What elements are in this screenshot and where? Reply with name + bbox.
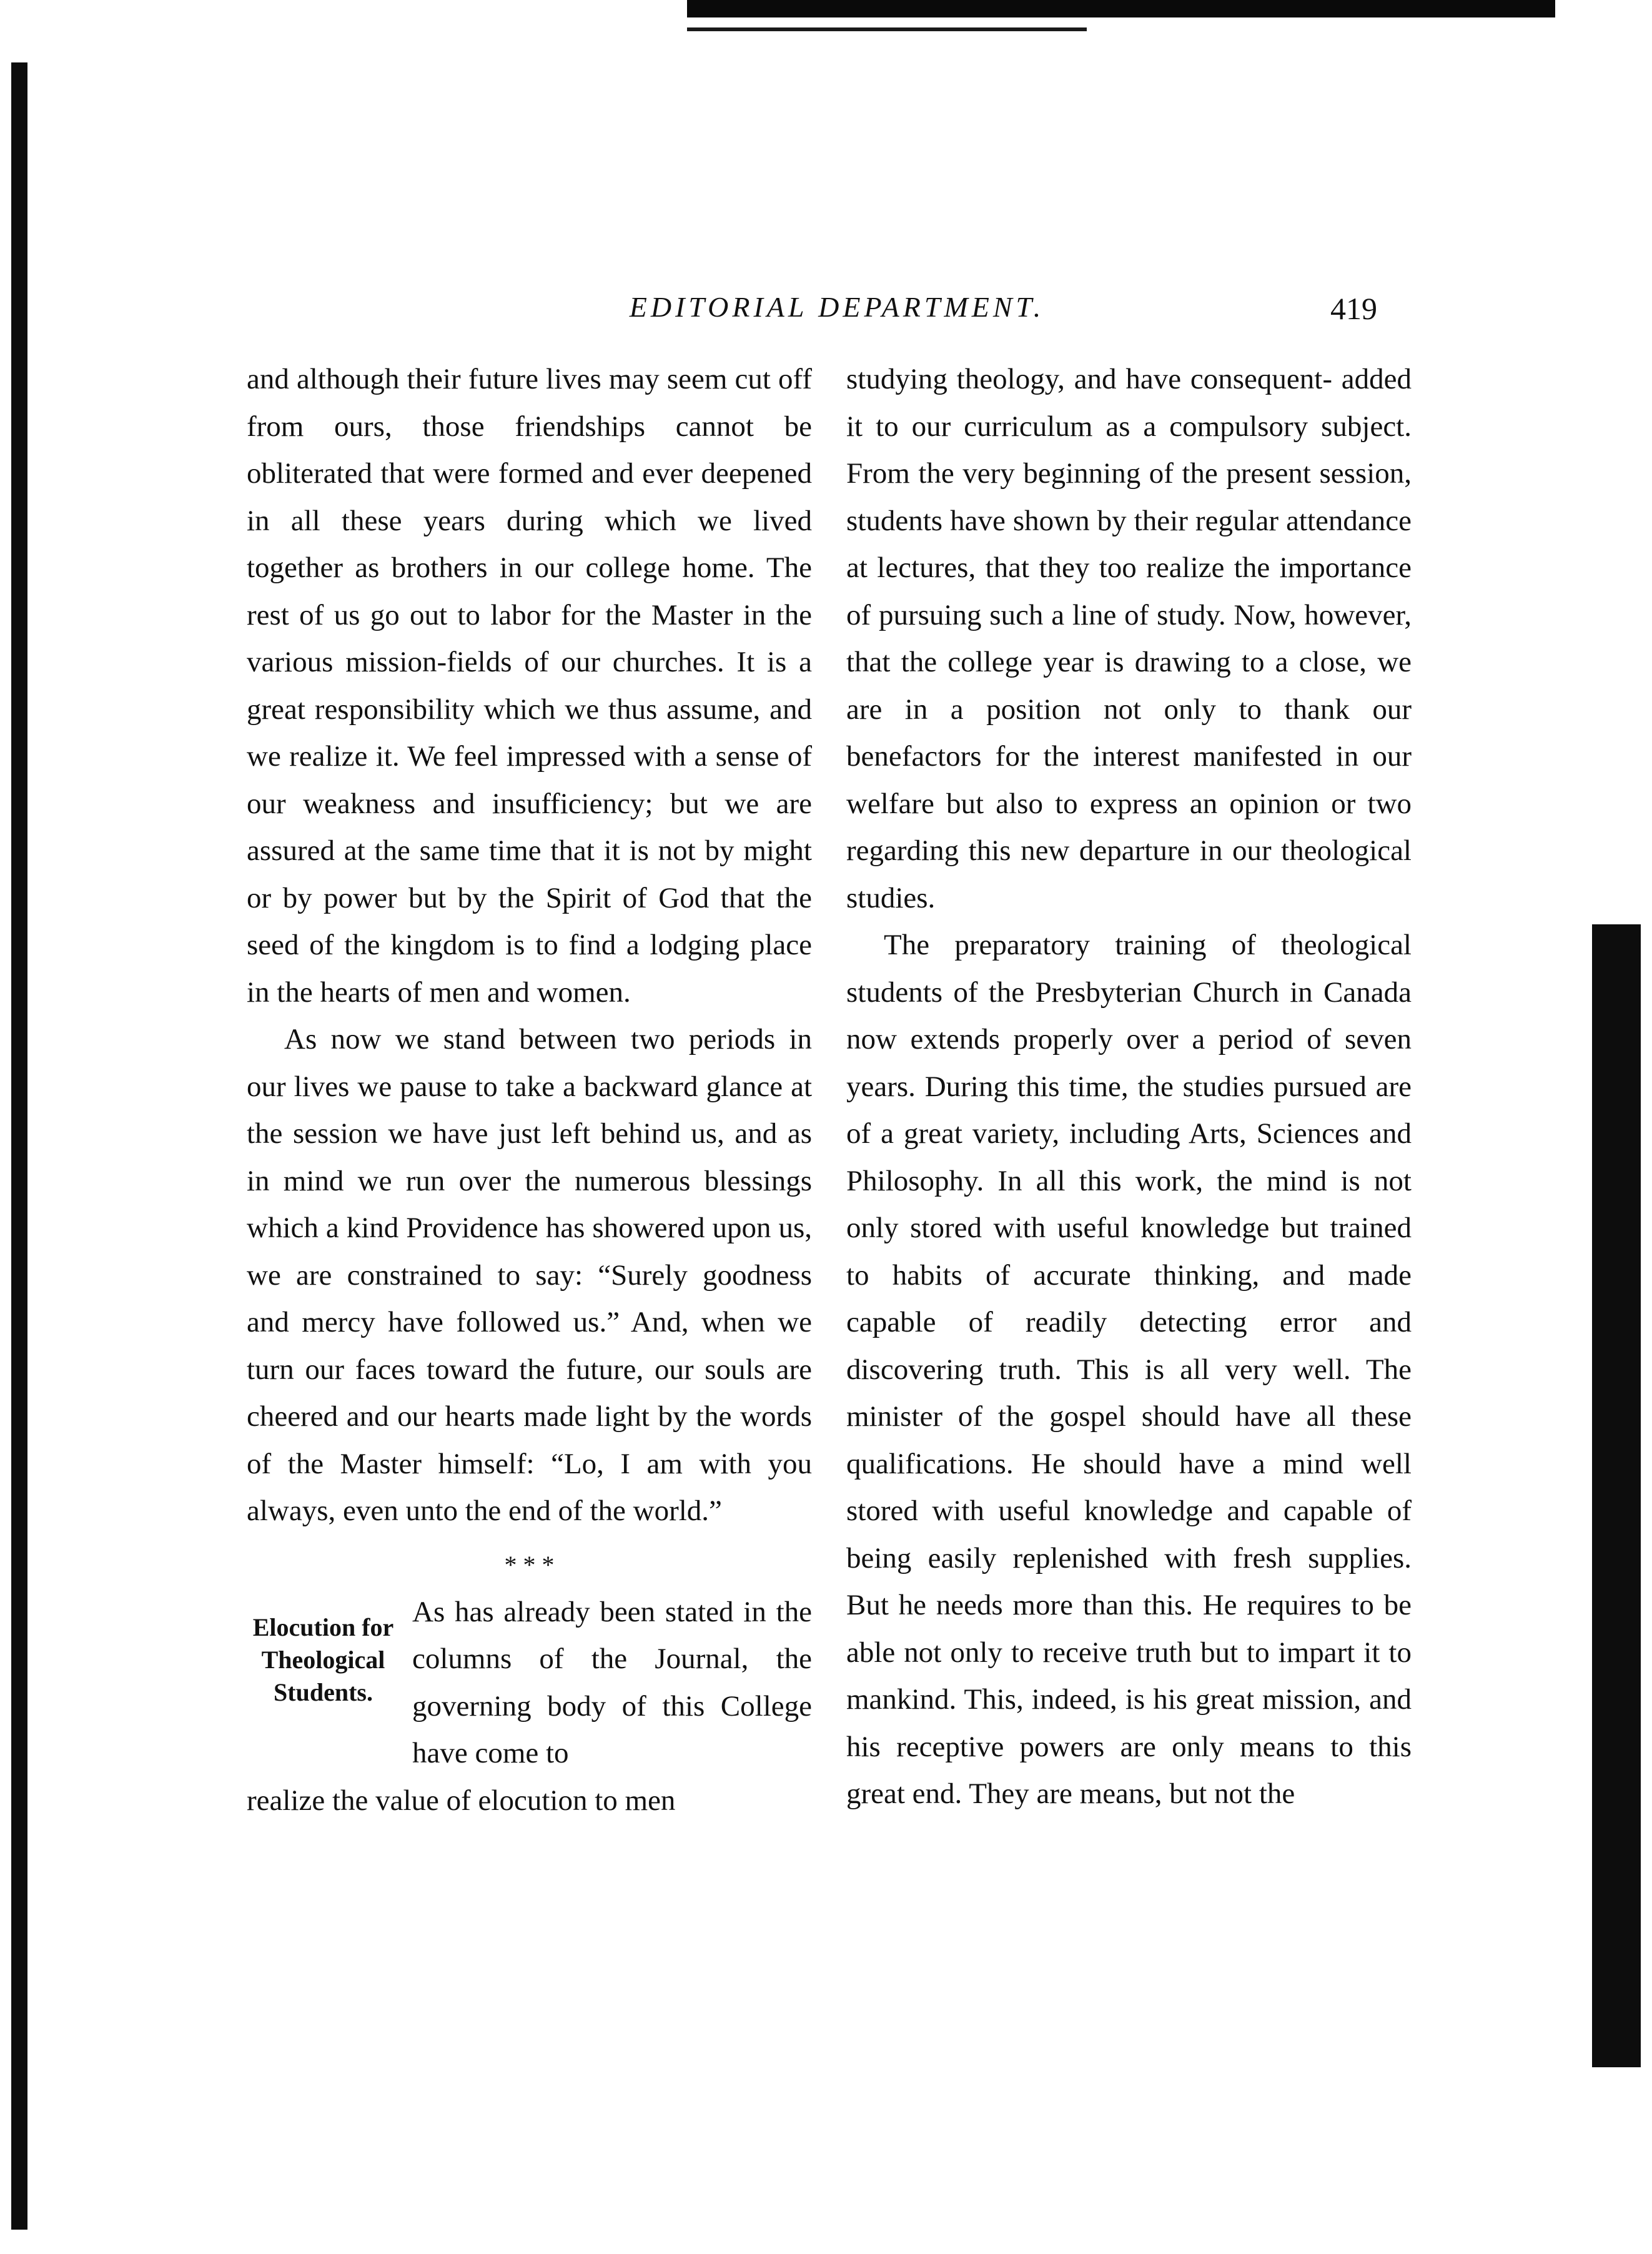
left-column [247, 356, 812, 1824]
scan-rule-top [687, 27, 1087, 31]
right-paragraph-2: The preparatory training of theological students of the Presbyterian Church in Canada now extends properly over a period of seven years. During this time, the studies pursued are of a great variety, including Arts, Sciences and Philosophy. In all this work, the mind is not only stored with useful knowledge but trained to habits of accurate thinking, and made capable of readily detecting error and discovering truth. This is all very well. The minister of the gospel should have all these qualifications. He should have a mind well stored with useful knowledge and capable of being easily replenished with fresh supplies. But he needs more than this. He requires to be able not only to receive truth but to impart it to mankind. This, indeed, is his great mission, and his receptive powers are only means to this great end. They are means, but not the [846, 929, 1412, 1810]
left-paragraph-2: As now we stand between two periods in our lives we pause to take a backward glance at the session we have just left behind us, and as in mind we run over the numerous blessings which a kind Providence has showered upon us, we are constrained to say: “Surely goodness and mercy have followed us.” And, when we turn our faces toward the future, our souls are cheered and our hearts made light by the words of the Master himself: “Lo, I am with you always, even unto the end of the world.” [247, 1023, 812, 1527]
scan-edge-left [11, 62, 27, 2230]
elocution-section [247, 1589, 812, 1777]
side-heading: Elocution for Theological Students. [252, 1613, 394, 1706]
section-asterism: * * * [504, 1550, 555, 1579]
elocution-paragraph-start: As has already been stated in the columns of the Journal, the governing body of this College have come to [412, 1595, 812, 1769]
right-paragraph-1: studying theology, and have consequent- added it to our curriculum as a compulsory subject. From the very beginning of the present session, students have shown by their regular attendance at lectures, that they too realize the importance of pursuing such a line of study. Now, however, that the college year is drawing to a close, we are in a position not only to thank our benefactors for the interest manifested in our welfare but also to express an opinion or two regarding this new departure in our theological studies. [846, 363, 1412, 914]
running-head: EDITORIAL DEPARTMENT. [629, 291, 1045, 323]
left-paragraph-1: and although their future lives may seem cut off from ours, those friendships cannot be obliterated that were formed and ever deepened in all these years during which we lived together as brothers in our college home. The rest of us go out to labor for the Master in the various mission-fields of our churches. It is a great responsibility which we thus assume, and we realize it. We feel impressed with a sense of our weakness and insufficiency; but we are assured at the same time that it is not by might or by power but by the Spirit of God that the seed of the kingdom is to find a lodging place in the hearts of men and women. [247, 363, 812, 1009]
scan-edge-right [1592, 924, 1641, 2067]
page-header [0, 290, 1652, 334]
scan-edge-top [687, 0, 1555, 17]
right-column [846, 356, 1412, 1818]
elocution-paragraph-end: realize the value of elocution to men [247, 1784, 676, 1817]
page-number: 419 [1330, 291, 1377, 326]
